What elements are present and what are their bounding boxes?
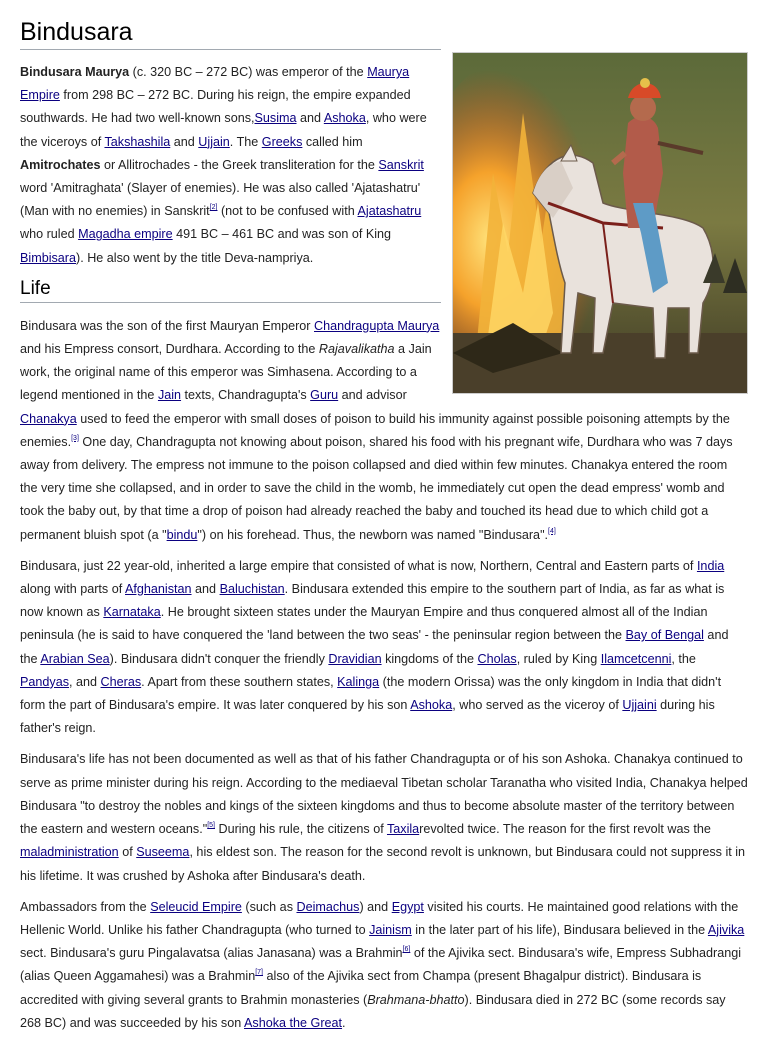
ref-5[interactable]: [5] bbox=[207, 822, 215, 830]
link-ashoka[interactable]: Ashoka bbox=[323, 111, 366, 126]
link-cholas[interactable]: Cholas bbox=[477, 651, 517, 666]
link-arabian-sea[interactable]: Arabian Sea bbox=[40, 651, 110, 666]
link-bindu[interactable]: bindu bbox=[166, 527, 198, 542]
link-pandyas[interactable]: Pandyas bbox=[20, 674, 70, 689]
bindusara-painting bbox=[452, 52, 748, 394]
link-ashoka-2[interactable]: Ashoka bbox=[410, 698, 453, 713]
link-ajatashatru[interactable]: Ajatashatru bbox=[357, 204, 422, 219]
link-maladministration[interactable]: maladministration bbox=[20, 845, 119, 860]
ref-3[interactable]: [3] bbox=[71, 434, 79, 442]
section-heading-life: Life bbox=[20, 278, 441, 303]
link-cheras[interactable]: Cheras bbox=[100, 674, 142, 689]
link-ujjaini[interactable]: Ujjaini bbox=[622, 698, 657, 713]
link-egypt[interactable]: Egypt bbox=[391, 899, 424, 914]
link-takshashila[interactable]: Takshashila bbox=[104, 134, 171, 149]
life-paragraph-3: Bindusara's life has not been documented as well as that of his father Chandragupta or of his son Ashoka. Chanakya continued to serve as prime minister during his reign. According to the mediaeval Tibetan scholar Taranatha who visited India, Chanakya helped Bindusara "to destroy the nobles and kings of the sixteen kingdoms and thus to become absolute master of the territory between the eastern and western oceans."[5] During his rule, the citizens of Taxilarevolted twice. The reason for the first revolt was the maladministration of Suseema, his eldest son. The reason for the second revolt is unknown, but Bindusara could not suppress it in his lifetime. It was crushed by Ashoka after Bindusara's death. bbox=[20, 752, 748, 883]
page-title: Bindusara bbox=[20, 18, 441, 50]
link-deimachus[interactable]: Deimachus bbox=[296, 899, 360, 914]
link-afghanistan[interactable]: Afghanistan bbox=[125, 582, 192, 597]
link-greeks[interactable]: Greeks bbox=[261, 134, 303, 149]
ref-2[interactable]: [2] bbox=[209, 204, 218, 212]
link-suseema[interactable]: Suseema bbox=[136, 845, 190, 860]
link-seleucid-empire[interactable]: Seleucid Empire bbox=[150, 899, 242, 914]
life-paragraph-2: Bindusara, just 22 year-old, inherited a large empire that consisted of what is now, Northern, Central and Eastern parts of India along with parts of Afghanistan and Baluchistan. Bindusara extended this empire to the southern part of India, as far as what is now known as Karnataka. He brought sixteen states under the Mauryan Empire and thus conquered almost all of the Indian peninsula (he is said to have conquered the 'land between the two seas' - the peninsular region between the Bay of Bengal and the Arabian Sea). Bindusara didn't conquer the friendly Dravidian kingdoms of the Cholas, ruled by King Ilamcetcenni, the Pandyas, and Cheras. Apart from these southern states, Kalinga (the modern Orissa) was the only kingdom in India that didn't form the part of Bindusara's empire. It was later conquered by his son Ashoka, who served as the viceroy of Ujjaini during his father's reign. bbox=[20, 558, 729, 736]
ref-4[interactable]: [4] bbox=[548, 527, 556, 535]
link-kalinga[interactable]: Kalinga bbox=[337, 674, 380, 689]
link-chandragupta-maurya[interactable]: Chandragupta Maurya bbox=[314, 318, 440, 333]
link-ujjain[interactable]: Ujjain bbox=[198, 134, 230, 149]
life-paragraph-4: Ambassadors from the Seleucid Empire (such as Deimachus) and Egypt visited his courts. He maintained good relations with the Hellenic World. Unlike his father Chandragupta (who turned to Jainism in the later part of his life), Bindusara believed in the Ajivika sect. Bindusara's guru Pingalavatsa (alias Janasana) was a Brahmin[6] of the Ajivika sect. Bindusara's wife, Empress Subhadrangi (alias Queen Aggamahesi) was a Brahmin[7] also of the Ajivika sect from Champa (present Bhagalpur district). Bindusara is accredited with giving several grants to Brahmin monasteries (Brahmana-bhatto). Bindusara died in 272 BC (some records say 268 BC) and was succeeded by his son Ashoka the Great. bbox=[20, 899, 745, 1030]
link-dravidian[interactable]: Dravidian bbox=[328, 651, 382, 666]
link-ashoka-the-great[interactable]: Ashoka the Great bbox=[244, 1015, 343, 1030]
link-jainism[interactable]: Jainism bbox=[369, 922, 412, 937]
link-magadha-empire[interactable]: Magadha empire bbox=[78, 227, 173, 242]
link-chanakya[interactable]: Chanakya bbox=[20, 411, 77, 426]
link-ajivika[interactable]: Ajivika bbox=[707, 922, 745, 937]
link-karnataka[interactable]: Karnataka bbox=[103, 605, 161, 620]
link-taxila[interactable]: Taxila bbox=[386, 822, 420, 837]
link-maurya-empire[interactable]: Maurya Empire bbox=[20, 65, 410, 103]
link-susima[interactable]: Susima bbox=[254, 111, 297, 126]
intro-paragraph: Bindusara Maurya (c. 320 BC – 272 BC) was emperor of the Maurya Empire from 298 BC – 272 BC. During his reign, the empire expanded southwards. He had two well-known sons,Susima and Ashoka, who were the viceroys of Takshashila and Ujjain. The Greeks called him Amitrochates or Allitrochades - the Greek transliteration for the Sanskrit word 'Amitraghata' (Slayer of enemies). He was also called 'Ajatashatru' (Man with no enemies) in Sanskrit[2] (not to be confused with Ajatashatru who ruled Magadha empire 491 BC – 461 BC and was son of King Bimbisara). He also went by the title Deva-nampriya. bbox=[20, 65, 427, 265]
link-baluchistan[interactable]: Baluchistan bbox=[219, 582, 285, 597]
link-guru[interactable]: Guru bbox=[310, 388, 339, 403]
link-ilamcetcenni[interactable]: Ilamcetcenni bbox=[600, 651, 672, 666]
link-sanskrit[interactable]: Sanskrit bbox=[378, 157, 424, 172]
link-bimbisara[interactable]: Bimbisara bbox=[20, 250, 76, 265]
link-jain[interactable]: Jain bbox=[157, 388, 182, 403]
ref-7[interactable]: [7] bbox=[255, 969, 264, 977]
link-india[interactable]: India bbox=[696, 558, 725, 573]
link-bay-of-bengal[interactable]: Bay of Bengal bbox=[625, 628, 704, 643]
article bbox=[20, 18, 748, 1043]
life-paragraph-1: Bindusara was the son of the first Mauryan Emperor Chandragupta Maurya and his Empress consort, Durdhara. According to the Rajavalikatha a Jain work, the original name of this emperor was Simhasena. According to a legend mentioned in the Jain texts, Chandragupta's Guru and advisor Chanakya used to feed the emperor with small doses of poison to build his immunity against possible poisoning attempts by the enemies.[3] One day, Chandragupta not knowing about poison, shared his food with his pregnant wife, Durdhara who was 7 days away from delivery. The empress not immune to the poison collapsed and died within few minutes. Chanakya entered the room the very time she collapsed, and in order to save the child in the womb, he immediately cut open the dead empress' womb and took the baby out, by that time a drop of poison had already reached the baby and touched its head due to which child got a permanent bluish spot (a "bindu") on his forehead. Thus, the newborn was named "Bindusara".[4] bbox=[20, 318, 733, 542]
ref-6[interactable]: [6] bbox=[402, 946, 411, 954]
